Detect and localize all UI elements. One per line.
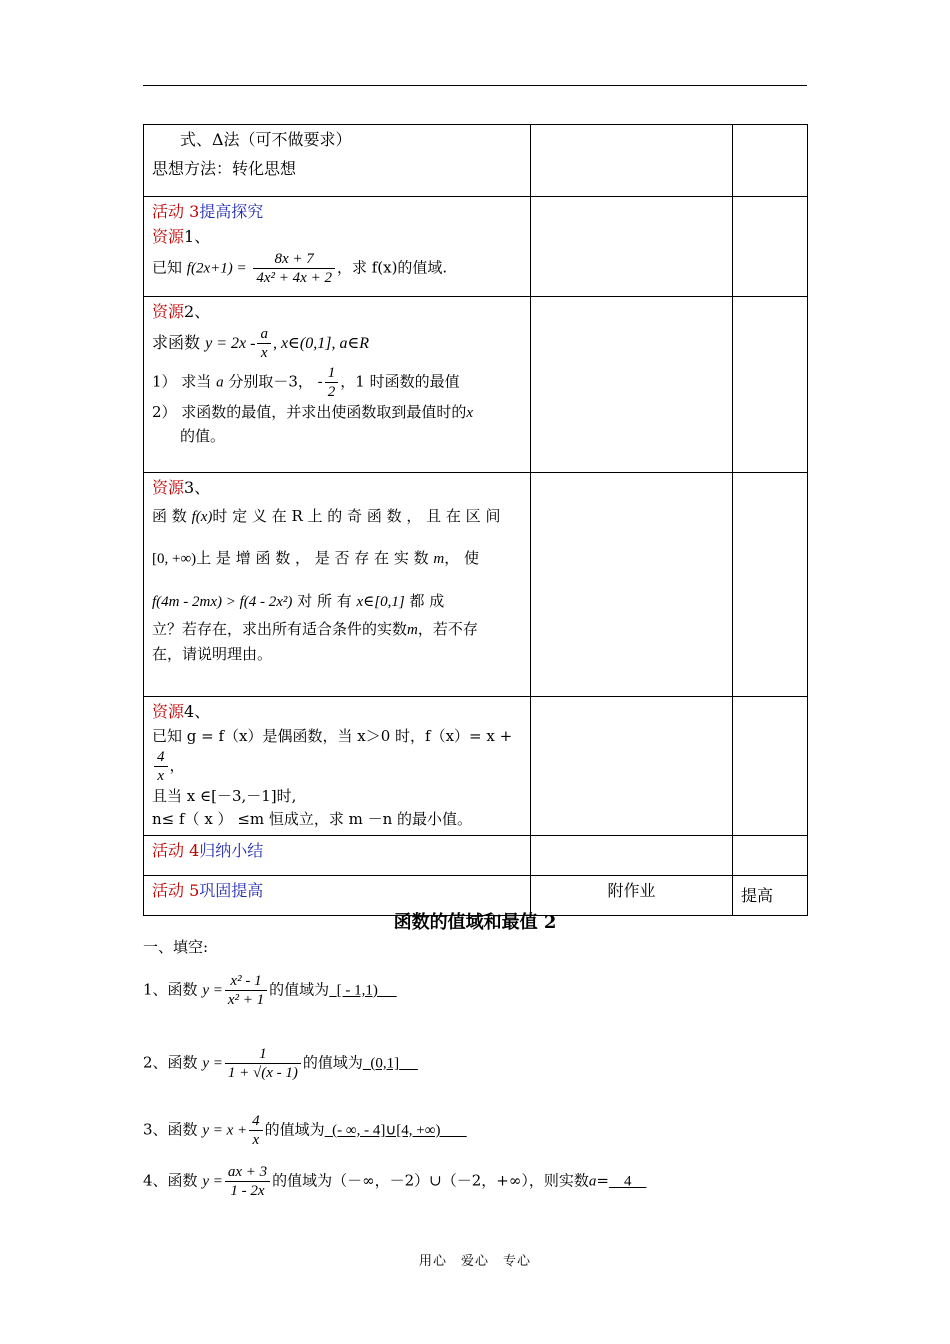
section-title: 函数的值域和最值 2 <box>393 912 557 933</box>
question-3: 3、函数 y = x + $\frac{4}{x}$ 的值域为 (- ∞, - 4]∪[4, +∞) <box>143 1112 467 1149</box>
resource-4-question: 已知 g = f（x）是偶函数，当 x＞0 时，f（x）= x + $\frac{4}{x}$ ， <box>152 726 513 785</box>
thinking-method: 思想方法：转化思想 <box>152 158 297 178</box>
fraction: $\frac{8x + 7}{\text{4x² + 4x + 2}}$ <box>253 250 335 287</box>
resource-1-cell <box>144 197 531 297</box>
fraction: $\frac{1}{1 + √(x - 1)}$ <box>225 1045 301 1082</box>
table-row <box>144 297 808 473</box>
activity-5-cell: 活动 5巩固提高 <box>144 875 531 915</box>
resource-2-question: 求函数 y = 2x - $\frac{a}{x}$ , x∈(0,1], a∈R <box>152 325 370 361</box>
header-rule <box>143 85 807 86</box>
answer-3: (- ∞, - 4]∪[4, +∞) <box>332 1122 441 1139</box>
activity-3-heading <box>152 200 522 225</box>
fraction: $\frac{4}{x}$ <box>154 748 168 785</box>
improve-cell: 提高 <box>733 875 808 915</box>
fraction: $\frac{1}{2}$ <box>325 364 339 401</box>
resource-4-cell: 资源4、 已知 g = f（x）是偶函数，当 x＞0 时，f（x）= x + $\frac{4}{x}$ ， 且当 x ∈[－3,－1]时, n≤ f（ x ） ≤m 恒成立，求 m －n 的最小值。 <box>144 697 531 836</box>
fraction: $\frac{ax + 3}{1 - 2x}$ <box>225 1163 270 1200</box>
activity-label: 活动 3 <box>152 202 200 221</box>
fill-heading: 一、填空: <box>143 938 209 956</box>
question-1: 1、函数 y = $\frac{\text{x² - 1}}{\text{x² + 1}}$ 的值域为 [ - 1,1) <box>143 972 397 1009</box>
resource-2-item-2: 2） 求函数的最值，并求出使函数取到最值时的x 的值。 <box>152 402 473 446</box>
table-row <box>144 125 808 197</box>
resource-4-label: 资源4、 <box>152 702 211 721</box>
method-line: 式、Δ法（可不做要求） <box>180 130 352 149</box>
resource-1-question: 已知 f(2x+1) = $\frac{8x + 7}{\text{4x² + 4x + 2}}$ ，求 f(x)的值域. <box>152 250 448 286</box>
fraction: $\frac{\text{x² - 1}}{\text{x² + 1}}$ <box>225 972 267 1009</box>
resource-3-cell: 资源3、 函 数 f(x)时 定 义 在 R 上 的 奇 函 数 ， 且 在 区 间 [0, +∞)上 是 增 函 数 ， 是 否 存 在 实 数 m， 使 f(4m - 2mx) > f(4 - 2x²) 对 所 有 x∈[0,1] 都 成 立？若存在，求出所有适合条件的实数m，若不存 在，请说明理由。 <box>144 473 531 697</box>
resource-2-label: 资源2、 <box>152 302 211 321</box>
resource-3-question: 函 数 f(x)时 定 义 在 R 上 的 奇 函 数 ， 且 在 区 间 [0, +∞)上 是 增 函 数 ， 是 否 存 在 实 数 m， 使 f(4m - 2mx) > f(4 - 2x²) 对 所 有 x∈[0,1] 都 成 <box>152 506 501 610</box>
question-4: 4、函数 y = $\frac{ax + 3}{1 - 2x}$ 的值域为（－∞，－2）∪（－2，+∞），则实数a= 4 <box>143 1163 646 1200</box>
question-2: 2、函数 y = $\frac{1}{1 + √(x - 1)}$ 的值域为 (0,1] <box>143 1045 418 1082</box>
answer-4: 4 <box>623 1173 632 1190</box>
resource-2-cell <box>144 297 531 473</box>
resource-1-label: 资源1、 <box>152 226 211 246</box>
activity-4-cell: 活动 4归纳小结 <box>144 835 531 875</box>
table-row <box>144 835 808 875</box>
table-row <box>144 697 808 836</box>
answer-1: [ - 1,1) <box>336 982 378 999</box>
resource-2-item-1: 1） 求当 a 分别取－3， - $\frac{1}{2}$ ，1 时函数的最值 <box>152 364 460 400</box>
lesson-table <box>143 124 808 916</box>
homework-cell: 附作业 <box>531 875 733 915</box>
table-row <box>144 197 808 297</box>
resource-3-label: 资源3、 <box>152 478 211 497</box>
table-row <box>144 473 808 697</box>
fraction: $\frac{4}{x}$ <box>249 1112 263 1149</box>
method-cell <box>144 125 531 197</box>
activity-title: 提高探究 <box>199 202 264 221</box>
answer-2: (0,1] <box>370 1055 400 1072</box>
footer: 用心 爱心 专心 <box>418 1254 531 1269</box>
fraction: $\frac{a}{x}$ <box>257 325 271 362</box>
